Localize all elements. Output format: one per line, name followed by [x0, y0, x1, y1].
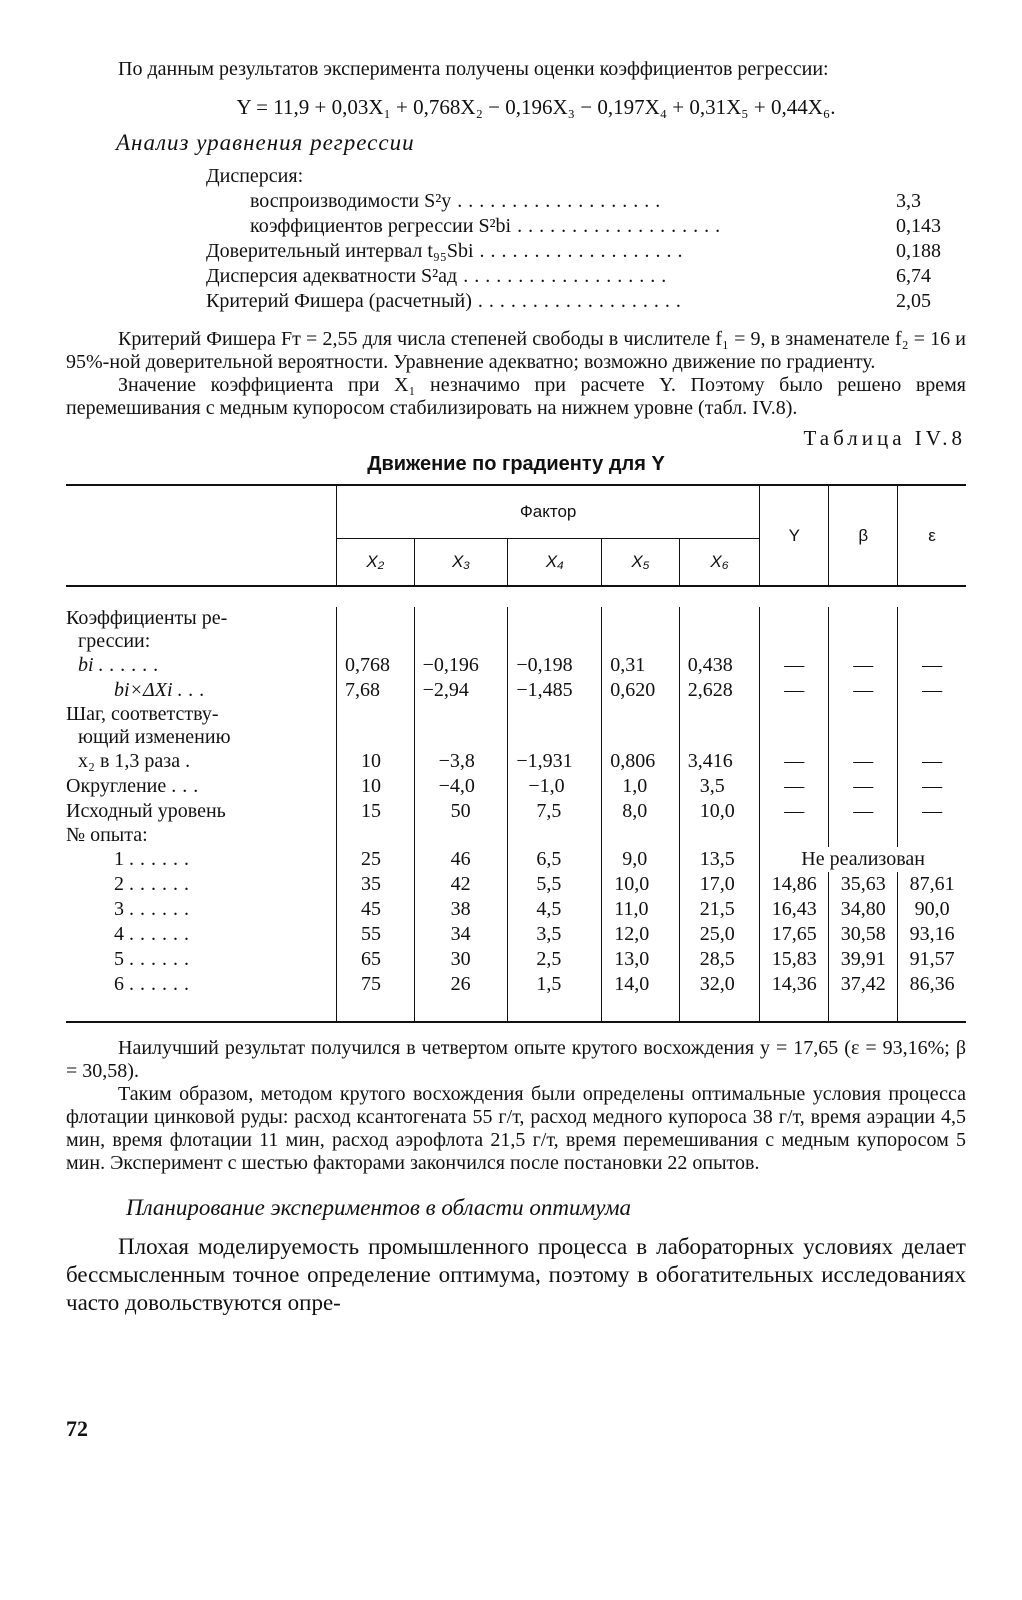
intro-paragraph: По данным результатов эксперимента получены оценки коэффициентов регрессии:: [118, 58, 829, 80]
conclusion-paragraph: Таким образом, методом крутого восхождения были определены оптимальные условия процесса флотации цинковой руды: расход ксантогената 55 г/т, расход медного купороса 38 г/т, время аэрации 4,5 мин, время флотации 11 мин, расход аэрофлота 21,5 г/т, время перемешивания с медным купоросом 5 мин. Эксперимент с шестью факторами закончился после постановки 22 опытов.: [66, 1083, 966, 1174]
table-row-round: Округление ... 10 −4,0 −1,0 1,0 3,5 — — —: [66, 774, 966, 799]
table-row-base: Исходный уровень 15 50 7,5 8,0 10,0 — — —: [66, 799, 966, 824]
table-row-bi: bi ...... 0,768 −0,196 −0,198 0,31 0,438 — — —: [66, 653, 966, 678]
section-title-regression-analysis: Анализ уравнения регрессии: [116, 130, 415, 155]
stat-row: Доверительный интервал t₉₅Sbi ................... 0,188: [206, 240, 941, 262]
best-result-paragraph: Наилучший результат получился в четвертом опыте крутого восхождения y = 17,65 (ε = 93,16%; β = 30,58).: [66, 1037, 966, 1082]
table-row-exp: 6 ...... 75 26 1,5 14,0 32,0 14,36 37,42 86,36: [66, 972, 966, 997]
factor-x2: X₂: [337, 539, 415, 587]
table-row: Шаг, соответству-: [66, 703, 966, 726]
section-title-optimum: Планирование экспериментов в области оптимума: [126, 1195, 632, 1220]
table-row-exp: 4 ...... 55 34 3,5 12,0 25,0 17,65 30,58 93,16: [66, 922, 966, 947]
stat-row: Дисперсия адекватности S²ад ................... 6,74: [206, 265, 931, 287]
factor-x4: X₄: [508, 539, 602, 587]
not-realized-note: Не реализован: [760, 847, 966, 872]
table-row-bidx: bi×ΔXi ... 7,68 −2,94 −1,485 0,620 2,628 — — —: [66, 678, 966, 703]
table-row: Коэффициенты ре-: [66, 607, 966, 630]
table-row: ющий изменению: [66, 726, 966, 749]
table-row-exp: 5 ...... 65 30 2,5 13,0 28,5 15,83 39,91 91,57: [66, 947, 966, 972]
dispersion-heading: Дисперсия:: [206, 165, 304, 187]
table-row: грессии:: [66, 630, 966, 653]
factor-header: Фактор: [337, 485, 760, 539]
coefficient-paragraph: Значение коэффициента при X₁ незначимо при расчете Y. Поэтому было решено время перемешивания с медным купоросом стабилизировать на нижнем уровне (табл. IV.8).: [66, 374, 966, 419]
table-row-step: x₂ в 1,3 раза . 10 −3,8 −1,931 0,806 3,416 — — —: [66, 749, 966, 774]
gradient-table: [66, 484, 966, 1023]
table-row-exp-1: 1 ...... 25 46 6,5 9,0 13,5 Не реализован: [66, 847, 966, 872]
table-row: № опыта:: [66, 824, 966, 847]
table-row-exp: 2 ...... 35 42 5,5 10,0 17,0 14,86 35,63 87,61: [66, 872, 966, 897]
fisher-paragraph: Критерий Фишера Fт = 2,55 для числа степеней свободы в числителе f₁ = 9, в знаменателе f₂ = 16 и 95%-ной доверительной вероятности. Уравнение адекватно; возможно движение по градиенту.: [66, 328, 966, 373]
factor-x5: X₅: [602, 539, 680, 587]
factor-x6: X₆: [679, 539, 759, 587]
table-caption: Таблица IV.8: [803, 426, 966, 450]
page-number: 72: [66, 1416, 88, 1441]
eps-header: ε: [898, 485, 966, 586]
y-header: Y: [760, 485, 829, 586]
statistics-list: [206, 164, 966, 314]
stat-row: Критерий Фишера (расчетный) ................... 2,05: [206, 290, 931, 312]
page-body: [66, 58, 966, 1317]
stat-row: воспроизводимости S²y ................... 3,3: [250, 190, 921, 212]
beta-header: β: [829, 485, 898, 586]
stat-row: коэффициентов регрессии S²bi ................... 0,143: [250, 215, 941, 237]
regression-equation: Y = 11,9 + 0,03X₁ + 0,768X₂ − 0,196X₃ − 0,197X₄ + 0,31X₅ + 0,44X₆.: [236, 95, 836, 119]
factor-x3: X₃: [414, 539, 508, 587]
table-row-exp: 3 ...... 45 38 4,5 11,0 21,5 16,43 34,80 90,0: [66, 897, 966, 922]
optimum-paragraph: Плохая моделируемость промышленного процесса в лабораторных условиях делает бессмысленным точное определение оптимума, поэтому в обогатительных исследованиях часто довольствуются опре-: [66, 1234, 966, 1315]
table-title: Движение по градиенту для Y: [367, 453, 665, 475]
